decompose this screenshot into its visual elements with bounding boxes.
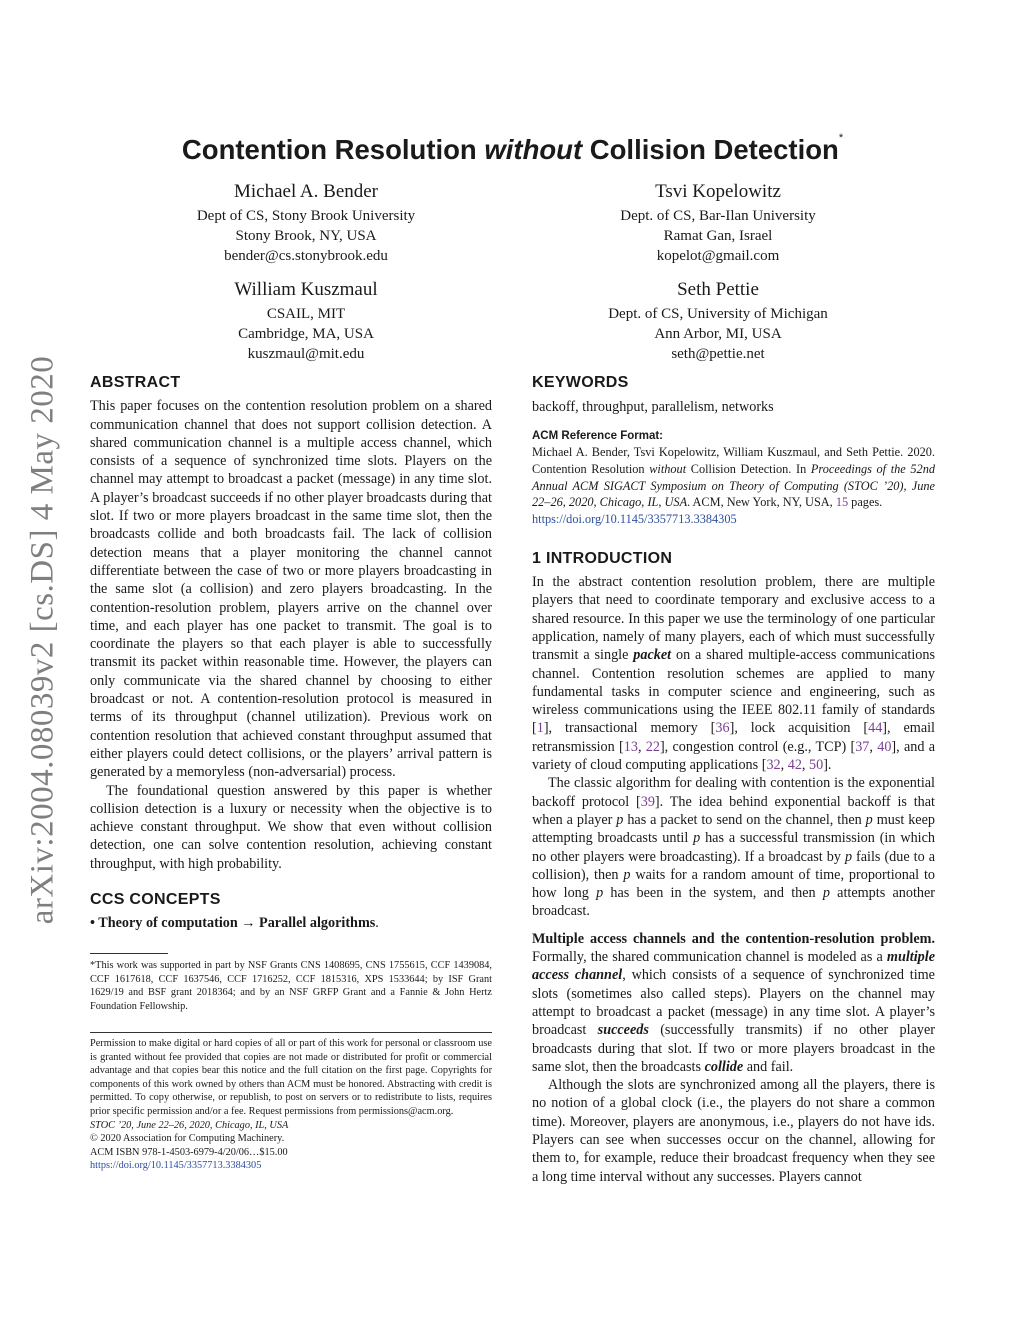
var-p: p bbox=[865, 811, 873, 828]
footnote bbox=[90, 959, 492, 1013]
author-email: kuszmaul@mit.edu bbox=[247, 346, 365, 362]
acm-ref-text: Michael A. Bender, Tsvi Kopelowitz, William Kuszmaul, and Seth Pettie. 2020. Contention Resolution bbox=[532, 445, 935, 476]
acm-ref-text: pages. bbox=[848, 495, 883, 510]
var-p: p bbox=[623, 866, 631, 883]
text: ]. bbox=[823, 757, 832, 774]
acm-reference-heading: ACM Reference Format: bbox=[532, 429, 663, 442]
abstract-paragraph: This paper focuses on the contention resolution problem on a shared communication channel that does not support collision detection. A shared communication channel is a multiple access channel, which consists of a sequence of synchronized time slots. Players on the channel may attempt to broadcast a packet (message) in any time slot. A player’s broadcast succeeds if no other player broadcasts during that slot. If two or more players broadcast in the same time slot, then the broadcasts collide and both broadcasts fail. The lack of collision detection means that a player monitoring the channel cannot differentiate between the case of two or more players broadcasting in the same slot (a collision) and zero players broadcasting. In the contention-resolution problem, players arrive on the channel over time, and each player has one packet to transmit. The goal is to coordinate the players so that each player is able to successfully transmit its packet within reasonable time. However, the players can only communicate via the shared channel by choosing to either broadcast or not. A contention-resolution protocol is measured in terms of its throughput (channel utilization). Previous work on contention resolution that achieved constant throughput assumed that either players could detect collisions, or the players’ arrival pattern is generated by a memoryless (non-adversarial) process. bbox=[90, 398, 492, 781]
author-location: Cambridge, MA, USA bbox=[238, 326, 374, 342]
copyright-line: © 2020 Association for Computing Machinery. bbox=[90, 1133, 285, 1145]
citation-link[interactable]: 42 bbox=[787, 757, 802, 774]
author-location: Stony Brook, NY, USA bbox=[235, 228, 377, 244]
intro-paragraph bbox=[532, 573, 935, 774]
author-affiliation: Dept of CS, Stony Brook University bbox=[196, 208, 416, 224]
text: ], transactional memory [ bbox=[543, 720, 716, 737]
author-location: Ramat Gan, Israel bbox=[663, 228, 773, 244]
keywords-text: backoff, throughput, parallelism, networks bbox=[532, 399, 774, 416]
paragraph-heading: Multiple access channels and the contention-resolution problem. bbox=[532, 930, 935, 947]
text: on a shared multiple-access communications channel. Contention resolution schemes are applied to many fundamental tasks in computer science and engineering, such as wireless communications using the IEEE 802.11 family of standards [ bbox=[532, 647, 935, 737]
permission-block bbox=[90, 1037, 492, 1173]
var-p: p bbox=[616, 811, 624, 828]
author-name: William Kuszmaul bbox=[234, 279, 378, 300]
abstract-heading: ABSTRACT bbox=[90, 374, 181, 391]
emphasis-collide: collide bbox=[704, 1058, 744, 1075]
citation-link[interactable]: 39 bbox=[640, 793, 655, 810]
acm-reference bbox=[532, 428, 935, 528]
text: ]. The idea behind exponential backoff is that when a player bbox=[532, 793, 936, 828]
citation-link[interactable]: 13 bbox=[623, 738, 638, 755]
ccs-concept-text: • Theory of computation → Parallel algorithms bbox=[90, 915, 376, 932]
citation-link[interactable]: 1 bbox=[536, 720, 544, 737]
abstract-paragraph: The foundational question answered by this paper is whether collision detection is a luxury or necessity when the objective is to achieve constant throughput. We show that even without collision detection, one can solve contention resolution, achieving constant throughput, with high probability. bbox=[90, 782, 492, 872]
citation-link[interactable]: 50 bbox=[809, 757, 824, 774]
text: ], and a variety of cloud computing applications [ bbox=[532, 738, 935, 774]
left-column bbox=[90, 374, 492, 933]
author-name: Tsvi Kopelowitz bbox=[655, 181, 781, 202]
ccs-heading: CCS CONCEPTS bbox=[90, 891, 221, 909]
text: Formally, the shared communication channel is modeled as a bbox=[532, 949, 887, 966]
title-part-2: Collision Detection bbox=[582, 134, 839, 165]
author-affiliation: CSAIL, MIT bbox=[266, 306, 346, 322]
citation-link[interactable]: 36 bbox=[715, 720, 730, 737]
text: ], lock acquisition [ bbox=[729, 720, 869, 737]
citation-link[interactable]: 37 bbox=[855, 738, 870, 755]
acm-ref-proceedings: Proceedings of the 52nd Annual ACM SIGACT Symposium on Theory of Computing (STOC ’20), June 22–26, 2020, Chicago, IL, USA bbox=[532, 462, 935, 510]
text: fails (due to a collision), then bbox=[532, 848, 935, 883]
keywords-heading: KEYWORDS bbox=[532, 374, 629, 391]
isbn-line: ACM ISBN 978-1-4503-6979-4/20/06…$15.00 bbox=[90, 1146, 288, 1158]
author-block bbox=[116, 180, 496, 266]
text: has a packet to send on the channel, then bbox=[623, 811, 866, 828]
arxiv-stamp bbox=[18, 350, 68, 930]
venue-line: STOC ’20, June 22–26, 2020, Chicago, IL, USA bbox=[90, 1119, 289, 1131]
citation-link[interactable]: 32 bbox=[766, 757, 781, 774]
emphasis-packet: packet bbox=[633, 647, 672, 664]
var-p: p bbox=[844, 848, 853, 865]
author-affiliation: Dept. of CS, Bar-Ilan University bbox=[620, 208, 816, 224]
intro-paragraph bbox=[532, 930, 935, 1076]
text: , which consists of a sequence of synchronized time slots (sometimes also called steps). Players on the channel may attempt to broadcast a packet (message) in any time slot. A player’s broadcast bbox=[532, 967, 935, 1039]
text: In the abstract contention resolution problem, there are multiple players that need to coordinate temporary and exclusive access to a shared resource. In this paper we use the terminology of one particular application, namely of many players, each of which must successfully transmit a single bbox=[532, 574, 935, 664]
emphasis-mac: multiple access channel bbox=[532, 949, 935, 984]
author-email: seth@pettie.net bbox=[671, 346, 765, 362]
intro-paragraph: Although the slots are synchronized among all the players, there is no notion of a global clock (i.e., the players do not share a common time). Moreover, players are anonymous, i.e., players do not have ids. Players can see when successes occur on the channel, allowing for them to, for example, reduce their broadcast frequency when they see a long time interval without any successes. Players cannot bbox=[532, 1077, 935, 1185]
text: has a successful transmission (in which no other players were broadcasting). If a broadcast by bbox=[532, 830, 935, 865]
text: waits for a random amount of time, proportional to how long bbox=[532, 866, 935, 902]
text: The classic algorithm for dealing with contention is the exponential backoff protocol [ bbox=[532, 775, 935, 810]
footnote-rule bbox=[90, 953, 168, 954]
title-italic: without bbox=[484, 134, 583, 165]
author-location: Ann Arbor, MI, USA bbox=[654, 326, 782, 342]
var-p: p bbox=[693, 830, 701, 847]
acm-ref-italic: without bbox=[649, 462, 687, 476]
author-email: bender@cs.stonybrook.edu bbox=[224, 248, 388, 264]
text: ], email retransmission [ bbox=[532, 720, 936, 755]
introduction-heading: 1 INTRODUCTION bbox=[532, 549, 673, 567]
author-block bbox=[528, 180, 908, 266]
text: ], congestion control (e.g., TCP) [ bbox=[659, 738, 856, 755]
text: and fail. bbox=[743, 1058, 794, 1075]
text: (successfully transmits) if no other player broadcasts during that slot. If two or more players broadcast in the same slot, then the broadcasts bbox=[532, 1022, 935, 1075]
text: attempts another broadcast. bbox=[532, 885, 935, 920]
text: , bbox=[801, 757, 809, 774]
title-part-1: Contention Resolution bbox=[181, 134, 485, 165]
title-footnote-mark: * bbox=[838, 132, 844, 144]
author-email: kopelot@gmail.com bbox=[656, 248, 780, 264]
right-column bbox=[532, 374, 935, 1186]
citation-link[interactable]: 22 bbox=[645, 738, 660, 755]
permission-text: Permission to make digital or hard copies of all or part of this work for personal or classroom use is granted without fee provided that copies are not made or distributed for profit or commercial advantage and that copies bear this notice and the full citation on the first page. Copyrights for components of this work owned by others than ACM must be honored. Abstracting with credit is permitted. To copy otherwise, or republish, to post on servers or to redistribute to lists, requires prior specific permission and/or a fee. Request permissions from permissions@acm.org. bbox=[90, 1038, 492, 1117]
text: , bbox=[869, 738, 878, 755]
acm-ref-text: . ACM, New York, NY, USA, bbox=[687, 495, 836, 510]
var-p: p bbox=[596, 885, 604, 902]
text: must keep attempting broadcasts until bbox=[532, 811, 935, 847]
permission-rule bbox=[90, 1032, 492, 1033]
author-block bbox=[528, 278, 908, 364]
citation-link[interactable]: 40 bbox=[877, 738, 892, 755]
ccs-concept bbox=[90, 914, 492, 932]
ccs-period: . bbox=[375, 915, 379, 932]
acm-ref-pages-link[interactable]: 15 bbox=[835, 495, 849, 510]
author-affiliation: Dept. of CS, University of Michigan bbox=[608, 306, 828, 322]
text: has been in the system, and then bbox=[603, 885, 823, 902]
text: , bbox=[637, 738, 646, 755]
doi-link[interactable]: https://doi.org/10.1145/3357713.3384305 bbox=[90, 1160, 262, 1172]
footnote-text: *This work was supported in part by NSF Grants CNS 1408695, CNS 1755615, CCF 1439084, CCF 1617618, CCF 1637546, CCF 1716252, CCF 1815316, XPS 1533644; by ISF Grant 1629/19 and BSF grant 2018364; and by an NSF GRFP Grant and a Fannie & John Hertz Foundation Fellowship. bbox=[90, 960, 492, 1012]
text: , bbox=[780, 757, 788, 774]
author-name: Seth Pettie bbox=[677, 279, 759, 300]
author-block bbox=[116, 278, 496, 364]
var-p: p bbox=[822, 885, 830, 902]
intro-paragraph bbox=[532, 774, 935, 920]
acm-ref-text: Collision Detection. In bbox=[686, 462, 811, 476]
citation-link[interactable]: 44 bbox=[868, 720, 883, 737]
paper-title bbox=[90, 134, 935, 166]
acm-ref-doi-link[interactable]: https://doi.org/10.1145/3357713.3384305 bbox=[532, 512, 737, 527]
emphasis-succeeds: succeeds bbox=[597, 1022, 649, 1039]
arxiv-stamp-text: arXiv:2004.08039v2 [cs.DS] 4 May 2020 bbox=[24, 355, 61, 925]
author-name: Michael A. Bender bbox=[233, 181, 379, 202]
